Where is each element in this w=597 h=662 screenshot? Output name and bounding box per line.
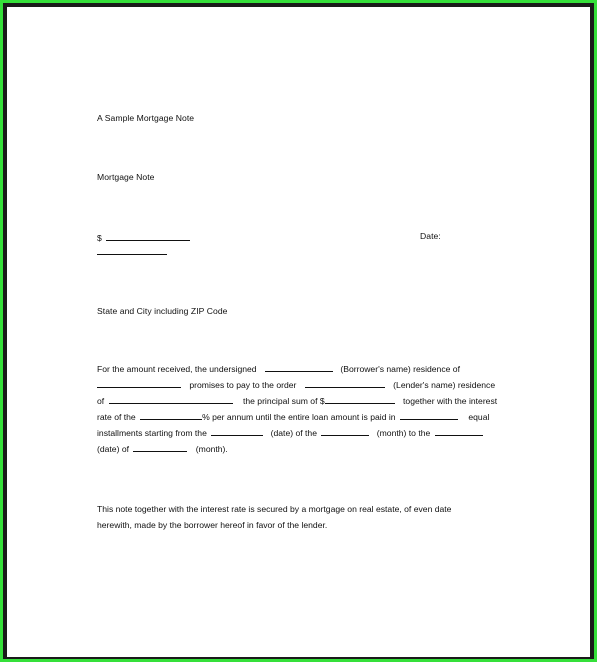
end-date-blank[interactable] [435, 426, 483, 436]
text-segment: equal [468, 412, 490, 422]
location-label: State and City including ZIP Code [97, 306, 228, 316]
interest-rate-blank[interactable] [140, 410, 202, 420]
text-segment: (month) to the [376, 428, 431, 438]
terms-paragraph [97, 361, 497, 457]
principal-sum-blank[interactable] [325, 394, 395, 404]
text-segment: (date) of the [270, 428, 317, 438]
text-segment: % per annum until the entire loan amount is paid in [202, 412, 396, 422]
security-paragraph [97, 501, 451, 533]
text-segment: of [97, 396, 105, 406]
dollar-sign: $ [97, 233, 102, 243]
text-segment: (Borrower's name) residence of [340, 364, 460, 374]
document-heading: Mortgage Note [97, 172, 155, 182]
borrower-residence-blank[interactable] [97, 378, 181, 388]
terms-line-2 [97, 377, 497, 393]
lender-name-blank[interactable] [305, 378, 385, 388]
terms-line-3 [97, 393, 497, 409]
document-page [7, 7, 590, 657]
lender-residence-blank[interactable] [109, 394, 233, 404]
date-row [97, 245, 167, 258]
date-blank[interactable] [97, 245, 167, 255]
text-segment: rate of the [97, 412, 136, 422]
amount-row [97, 231, 190, 244]
terms-line-1 [97, 361, 497, 377]
security-line-2: herewith, made by the borrower hereof in favor of the lender. [97, 520, 328, 530]
start-month-blank[interactable] [321, 426, 369, 436]
text-segment: (month). [195, 444, 228, 454]
installments-count-blank[interactable] [400, 410, 458, 420]
text-segment: the principal sum of $ [242, 396, 325, 406]
text-segment: together with the interest [403, 396, 498, 406]
terms-line-5 [97, 425, 497, 441]
terms-line-6 [97, 441, 497, 457]
date-label: Date: [420, 231, 441, 241]
text-segment: For the amount received, the undersigned [97, 364, 257, 374]
borrower-name-blank[interactable] [265, 362, 333, 372]
text-segment: promises to pay to the order [189, 380, 297, 390]
terms-line-4 [97, 409, 497, 425]
start-date-blank[interactable] [211, 426, 263, 436]
security-line-1: This note together with the interest rate is secured by a mortgage on real estate, of even date [97, 504, 452, 514]
amount-blank[interactable] [106, 231, 190, 241]
end-month-blank[interactable] [133, 442, 187, 452]
text-segment: (Lender's name) residence [393, 380, 496, 390]
document-title: A Sample Mortgage Note [97, 113, 195, 123]
text-segment: (date) of [97, 444, 130, 454]
text-segment: installments starting from the [97, 428, 207, 438]
